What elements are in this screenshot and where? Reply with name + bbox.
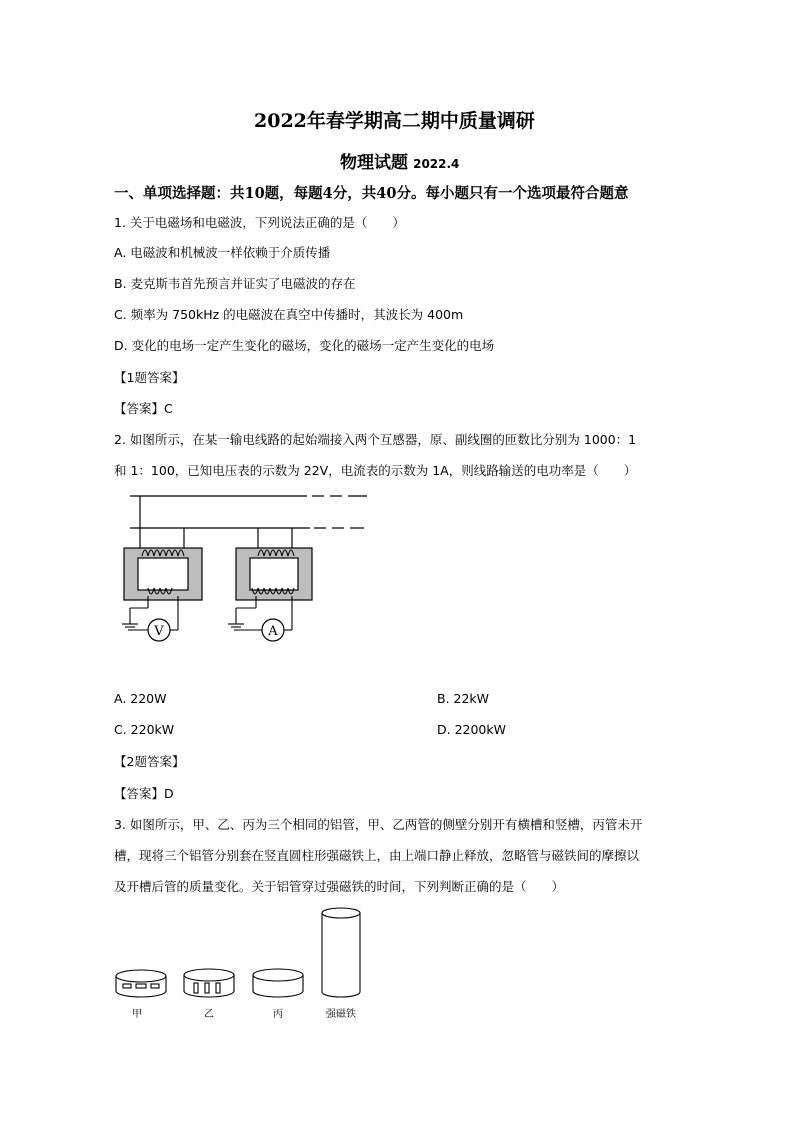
q1-answer-header: 【1题答案】 bbox=[114, 370, 185, 385]
q2-stem-line1: 2. 如图所示，在某一输电线路的起始端接入两个互感器，原、副线圈的匝数比分别为 1000：1 bbox=[114, 432, 637, 447]
q2-transformer-diagram bbox=[112, 490, 372, 650]
q2-option-b: B. 22kW bbox=[437, 691, 490, 706]
q1-option-c: C. 频率为 750kHz 的电磁波在真空中传播时，其波长为 400m bbox=[114, 307, 464, 322]
q2-stem-line2: 和 1：100，已知电压表的示数为 22V，电流表的示数为 1A，则线路输送的电功率是（ ） bbox=[114, 463, 637, 478]
q3-stem-line3: 及开槽后管的质量变化。关于铝管穿过强磁铁的时间，下列判断正确的是（ ） bbox=[114, 879, 565, 894]
section-heading: 一、单项选择题：共10题，每题4分，共40分。每小题只有一个选项最符合题意 bbox=[114, 185, 629, 202]
q3-tubes-diagram bbox=[110, 905, 380, 1035]
tube-label-jia: 甲 bbox=[132, 1009, 142, 1020]
q2-option-a: A. 220W bbox=[114, 691, 167, 706]
q1-option-b: B. 麦克斯韦首先预言并证实了电磁波的存在 bbox=[114, 276, 356, 291]
q1-stem: 1. 关于电磁场和电磁波，下列说法正确的是（ ） bbox=[114, 215, 405, 230]
q2-option-d: D. 2200kW bbox=[437, 722, 506, 737]
exam-date: 2022.4 bbox=[413, 157, 460, 171]
q3-stem-line1: 3. 如图所示，甲、乙、丙为三个相同的铝管，甲、乙两管的侧壁分别开有横槽和竖槽，丙管未开 bbox=[114, 817, 643, 832]
magnet-label: 强磁铁 bbox=[326, 1009, 356, 1020]
subject-title: 物理试题 bbox=[340, 153, 408, 173]
q2-answer-header: 【2题答案】 bbox=[114, 754, 185, 769]
q2-option-c: C. 220kW bbox=[114, 722, 175, 737]
q1-option-a: A. 电磁波和机械波一样依赖于介质传播 bbox=[114, 245, 331, 260]
tube-label-bing: 丙 bbox=[273, 1009, 283, 1020]
q2-answer: 【答案】D bbox=[114, 786, 174, 801]
q1-option-d: D. 变化的电场一定产生变化的磁场，变化的磁场一定产生变化的电场 bbox=[114, 338, 495, 353]
voltmeter-label: V bbox=[154, 624, 164, 639]
ammeter-label: A bbox=[268, 624, 278, 639]
q1-answer: 【答案】C bbox=[114, 401, 173, 416]
tube-label-yi: 乙 bbox=[204, 1009, 214, 1020]
exam-title: 2022年春学期高二期中质量调研 bbox=[254, 110, 535, 132]
q3-stem-line2: 槽，现将三个铝管分别套在竖直圆柱形强磁铁上，由上端口静止释放，忽略管与磁铁间的摩擦以 bbox=[114, 848, 640, 863]
exam-subtitle bbox=[340, 148, 459, 173]
